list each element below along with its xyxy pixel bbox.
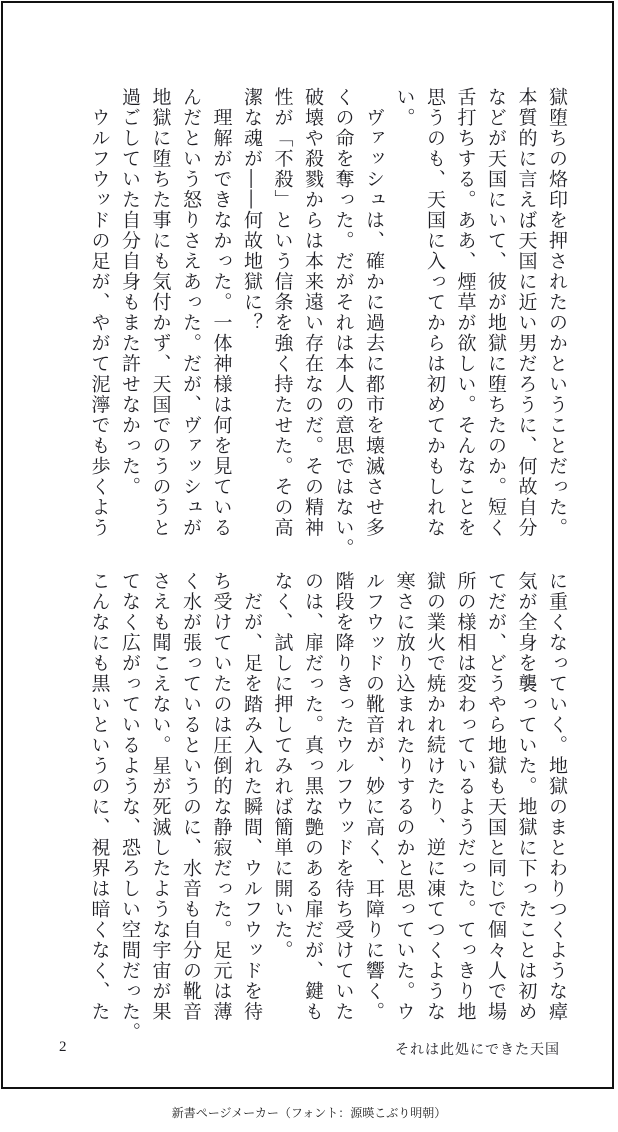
text-column: 舌打ちする。ああ、煙草が欲しい。そんなことを [454,87,477,538]
text-column: い。 [393,87,416,128]
running-title: それは此処にできた天国 [395,1042,560,1058]
generator-credit: 新書ページメーカー（フォント：源暎こぶり明朝） [171,1106,447,1120]
book-page [1,1,614,1089]
text-column: 地獄に堕ちた事にも気付かず、天国でのうのうと [149,87,172,538]
text-column: のは、扉だった。真っ黒な艶のある扉だが、鍵も [302,571,324,1022]
page-number: 2 [59,1039,67,1055]
text-column: くの命を奪った。だがそれは本人の意思ではない。 [332,87,355,559]
text-column: てだが、どうやら地獄も天国と同じで個々人で場 [485,571,507,1022]
upper-text-block [84,87,572,559]
text-column: 過ごしていた自分自身もまた許せなかった。 [119,87,141,497]
text-column: 理解ができなかった。一体神様は何を見ている [210,87,233,538]
text-column: 階段を降りきったウルフウッドを待ち受けていた [332,571,355,1022]
text-column: く水が張っているというのに、水音も自分の靴音 [180,571,202,1022]
text-column: 潔な魂が――何故地獄に？ [241,87,263,333]
text-column: ウルフウッドの足が、やがて泥濘でも歩くよう [88,87,111,538]
text-column: さえも聞こえない。星が死滅したような宇宙が果 [149,571,172,1022]
text-column: 思うのも、天国に入ってからは初めてかもしれな [424,87,446,538]
text-column: ち受けていたのは圧倒的な静寂だった。足元は薄 [210,571,233,1022]
text-column: 気が全身を襲っていた。地獄に下ったことは初め [515,571,538,1022]
text-column: こんなにも黒いというのに、視界は暗くなく、た [88,571,111,1022]
text-column: なく、試しに押してみれば簡単に開いた。 [271,571,294,961]
text-column: 破壊や殺戮からは本来遠い存在なのだ。その精神 [302,87,324,538]
text-column: に重くなっていく。地獄のまとわりつくような瘴 [546,571,568,1022]
text-column: ヴァッシュは、確かに過去に都市を壊滅させ多 [363,87,385,538]
text-column: 本質的に言えば天国に近い男だろうに、何故自分 [515,87,538,538]
text-column: などが天国にいて、彼が地獄に堕ちたのか。短く [485,87,507,538]
text-column: 性が「不殺」という信条を強く持たせた。その高 [271,87,294,538]
text-column: ルフウッドの靴音が、妙に高く、耳障りに響く。 [363,571,385,1022]
text-column: てなく広がっているような、恐ろしい空間だった。 [119,571,141,1043]
text-column: 獄堕ちの烙印を押されたのかということだった。 [546,87,568,538]
text-column: 寒さに放り込まれたりするのかと思っていた。ウ [393,571,416,1022]
text-column: 所の様相は変わっているようだった。てっきり地 [454,571,477,1022]
lower-text-block [84,571,572,1043]
text-column: んだという怒りさえあった。だが、ヴァッシュが [180,87,202,538]
text-column: 獄の業火で焼かれ続けたり、逆に凍てつくような [424,571,446,1022]
text-column: だが、足を踏み入れた瞬間、ウルフウッドを待 [241,571,263,1022]
